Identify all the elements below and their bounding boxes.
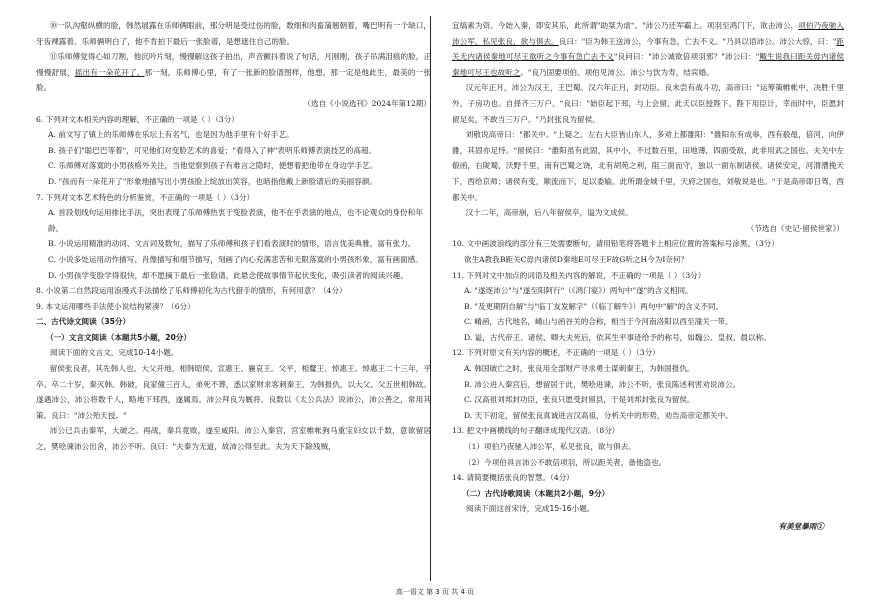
underlined-sentence-1: 项伯乃夜驰入沛公军，私见张良，欲与俱去。 (452, 21, 845, 46)
right-column (452, 18, 844, 535)
classical-text-paragraph-5: 刘敬说高帝曰："都关中。"上疑之。左右大臣皆山东人，多劝上都雒阳："雒阳东有成皋，西有殽黾，倍河，向伊雒，其固亦足恃。"留侯曰："雒阳虽有此固，其中小，不过数百里，田地薄，四面受敌，此非用武之国也。夫关中左殽函，右陇蜀，沃野千里，南有巴蜀之饶，北有胡苑之利，阻三面而守，独以一面东制诸侯。诸侯安定，河渭漕挽天下，西给京师；诸侯有变，顺流而下，足以委输。此所谓金城千里，天府之国也，刘敬说是也。"于是高帝即日驾，西都关中。 (452, 130, 844, 202)
wavy-line-sentence: 距关无内诸侯秦地可尽王欲听之今事有急亡去不义 (452, 36, 845, 62)
subsection-1-heading: （一）文言文阅读（本题共5小题，20分） (46, 332, 191, 342)
story-paragraph-11: ⑪乐师傅觉得心如刀割，他沉吟片刻，慢慢解这孩子拍出，声音颤抖着说了句话，月刚刚，孩子吊满泪痕的脸，正慢慢舒展，摇出有一朵花开了。那一刻，乐师傅心里，有了一张新的脸谱图样，他想，那一定是他此生，最美的一张脸。 (36, 52, 432, 93)
q11-option-a: A. "遂逐沛公"与"遂至阳阿行"（《鸿门宴》）两句中"遂"的含义相同。 (464, 286, 693, 296)
q13-item-1: （1）项伯乃夜驰入沛公军，私见张良，欲与俱去。 (464, 442, 636, 452)
q12-option-c: C. 汉高祖刘邦封功臣，张良只愿受封留县，于是刘邦封张良为留侯。 (464, 395, 695, 405)
q6-option-c: C. 乐师傅对落寞的小男孩格外关注，当他觉察到孩子有难言之隐时，便想着把他带在身边学手艺。 (48, 161, 378, 171)
reading-intro-2: 阅读下面这首宋诗，完成15-16小题。 (466, 504, 595, 514)
q7-option-b: B. 小说运用精准的动词、文言词及数句，描写了乐师傅和孩子们看表演时的情形，语言优美典雅，富有张力。 (48, 239, 416, 249)
classical-text-paragraph-6: 汉十二年，高帝崩，后八年留侯卒，谥为文成侯。 (465, 208, 633, 218)
question-6: 6. 下列对文本相关内容的理解，不正确的一项是（ ）（3分） (36, 114, 239, 124)
classical-text-paragraph-3: 宜缟素为资。今始入秦，即安其乐，此所谓"助桀为虐"。"沛公乃还军霸上。项羽至鸿门下，欲击沛公，项伯乃夜驰入沛公军，私见张良，欲与俱去。良曰："臣为韩王送沛公，今事有急，亡去不义。"乃具以语沛公。沛公大惊，曰："距关无内诸侯秦地可尽王欲听之今事有急亡去不义"良问曰："沛公诚欲倍项羽邪？"沛公曰："鲰生说我曰距关毋内诸侯秦地可尽王也故听之。"良乃固要项伯。项伯见沛公。沛公与饮为寿，结宾婚。 (452, 21, 845, 77)
q11-option-b: B. "及更期阴自解"与"临丁友发解字"（《临丁解牛》）两句中"解"的含义不同。 (464, 301, 724, 311)
q11-option-c: C. 崤函，古代地名，崤山与函谷关的合称，相当于今河南洛阳以西至潼关一带。 (464, 317, 733, 327)
section-2-heading: 二、古代诗文阅读（35分） (36, 317, 131, 327)
q6-option-a: A. 前文写了镇上的乐师傅在乐坛上有名气，也是因为他手里有个好手艺。 (48, 130, 294, 140)
question-10: 10. 文中画波浪线的部分有三处需要断句，请用铅笔将答题卡上相应位置的答案标号涂黑。（3分） (452, 239, 779, 249)
q13-item-2: （2）今项伯具言沛公不敢倍项羽，所以距关者，备他盗也。 (464, 457, 667, 467)
q7-option-d: D. 小男孩学变脸学得很快，却不愿摘下最后一张脸谱，此悬念使故事情节起伏变化，吸引读者的阅读兴趣。 (48, 270, 408, 280)
q6-option-b: B. 孩子们"聪巴巴等着"，可见他们对变脸艺术的喜爱；"看得入了神"表明乐师傅表演技艺的高超。 (48, 145, 377, 155)
question-13: 13. 把文中画横线的句子翻译成现代汉语。（8分） (452, 426, 620, 436)
q7-option-a: A. 首段划线句运用排比手法，突出表现了乐师傅热衷于变脸表演，他不在乎表演的地点，也不论观众的身份和年龄。 (48, 208, 423, 233)
question-8: 8. 小说第二自然段运用浪漫式手法描绘了乐师傅初化为古代猎手的情形，有何用意？（4分） (36, 286, 347, 296)
q12-option-d: D. 天下初定，留侯张良真诚进言汉高祖，分析关中的形势，劝告高帝定都关中。 (464, 410, 733, 420)
q6-option-d: D. "孩而有一朵花开了"形象地描写出小男孩脸上绽放出笑容，也暗指他戴上新脸谱后的美丽容颜。 (48, 176, 377, 186)
classical-text-paragraph-4: 汉元年正月，沛公为汉王，王巴蜀。汉六年正月，封功臣。良未尝有战斗功，高帝曰："运筹策帷帐中，决胜千里外，子房功也。自择齐三万户。"良曰："始臣起下邳，与上会留，此天以臣授陛下。陛下用臣计，幸而时中，臣愿封留足矣，不敢当三万户。"乃封张良为留侯。 (452, 83, 844, 124)
question-7: 7. 下列对文本艺术特色的分析鉴赏，不正确的一项是（ ）（3分） (36, 192, 255, 202)
left-column (36, 18, 431, 455)
classical-text-paragraph-2: 沛公已兵击秦军，大破之。再战，秦兵竟败，遂至咸阳。沛公入秦宫，宫室帷帐狗马重宝妇女以千数，意欲留居之。樊哙谏沛公出舍，沛公不听。良曰："夫秦为无道，故沛公得至此。夫为天下除残贼， (36, 426, 431, 452)
classical-text-paragraph-1: 留侯张良者，其先韩人也。大父开地，相韩昭侯、宣惠王、襄哀王。父平，相釐王、悼惠王。悼惠王二十三年，平卒。卒二十岁，秦灭韩。韩破，良家僮三百人，弟死不葬，悉以家财求客刺秦王，为韩报仇，以大父、父五世相韩故。遂遇沛公，沛公将数千人，略地下邳西，遂属焉。沛公拜良为厩将。良数以《太公兵法》说沛公，沛公善之，常用其策。良曰："沛公殆天授。" (36, 364, 431, 420)
question-11: 11. 下列对文中加点的词语及相关内容的解说，不正确的一项是（ ）（3分） (452, 270, 706, 280)
classical-text-source: （节选自《史记·留侯世家》） (746, 223, 844, 233)
q10-sentence: 欲生A教我B距关C毋内诸侯D秦地E可尽王F故G听之H今为I奈何？ (464, 254, 689, 264)
subsection-2-heading: （二）古代诗歌阅读（本题共2小题，9分） (462, 488, 610, 498)
poem-title: 有美堂暴雨① (778, 522, 824, 531)
q11-option-d: D. 谥，古代帝王、诸侯、卿大夫死后，依其生平事迹给予的称号，如魏公、皇叔、晨以称。 (464, 332, 771, 342)
underlined-sentence-2: 鲰生说我曰距关毋内诸侯秦地可尽王也故听之 (452, 52, 844, 77)
reading-intro-1: 阅读下面的文言文，完成10-14小题。 (50, 348, 179, 358)
underlined-sentence: 摇出有一朵花开了。 (74, 67, 145, 77)
story-paragraph-10: ⑩一队沟壑纵横的脸，韩然展露在乐师俩眼前，那分明是受过伤的脸，数细和肉畜蒲翘朝着，嘴巴明有一个缺口，牙齿裸露着。乐师俩明白了，他不肯拍下最后一张脸谱，是想遮住自己的脸。 (36, 21, 431, 46)
question-14: 14. 请简要概括张良的智慧。（4分） (452, 473, 574, 483)
story-source: （选自《小说选刊》2024年第12期） (303, 98, 431, 108)
column-divider (430, 16, 431, 581)
q7-option-c: C. 小说多处运用动作描写、肖像描写和细节描写，刻画了内心充满悲苦和无限落寞的小男孩形象，富有画面感。 (48, 254, 423, 264)
q12-option-a: A. 韩国破亡之时，张良用全部财产寻求勇士谋刺秦王，为韩国报仇。 (464, 364, 695, 374)
q12-option-b: B. 沛公进入秦宫后，想留居于此，樊哙进谏，沛公不听，张良陈述利害劝说沛公。 (464, 379, 741, 389)
question-9: 9. 本文运用哪些手法使小说结构紧凑？（6分） (36, 301, 195, 311)
question-12: 12. 下列对原文有关内容的概述，不正确的一项是（ ）（3分） (452, 348, 660, 358)
page-footer: 高一语文 第 3 页 共 4 页 (395, 588, 475, 596)
